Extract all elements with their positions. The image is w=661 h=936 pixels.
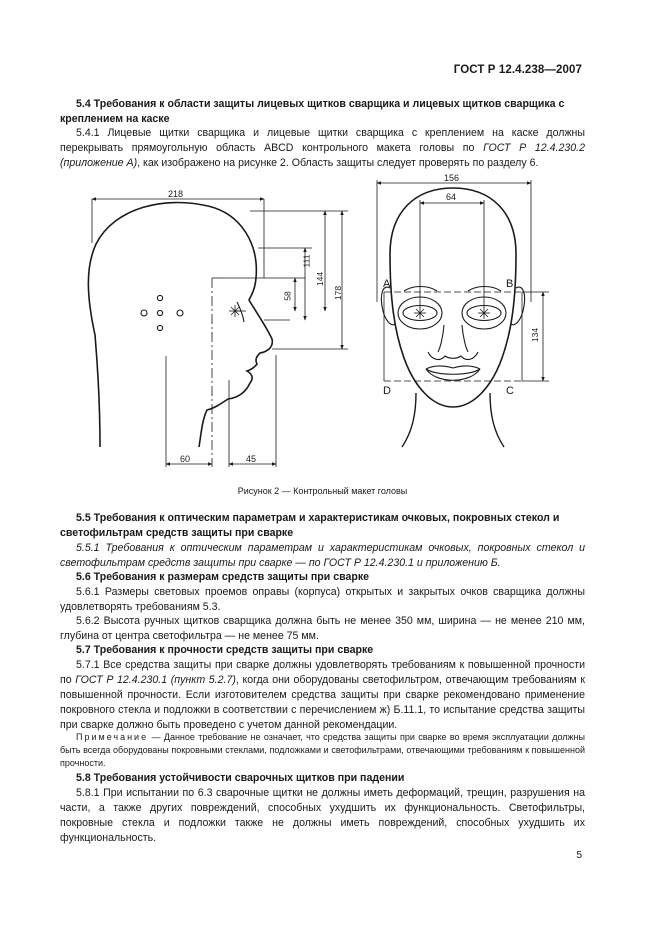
dimension-label-111: 111 [301, 254, 312, 268]
side-view-dimensions [92, 199, 348, 467]
dimension-label-156: 156 [444, 173, 460, 183]
paragraph-5-8-1: 5.8.1 При испытании по 6.3 сварочные щитки не должны иметь деформаций, трещин, разрушения на части, а также других повреждений, способных ухудшить их функциональность. Светофильтры, покровные стекла и подложки также не должны иметь повреждений, способных ухудшить их функциональность. [60, 787, 585, 844]
paragraph-text: 5.7.1 Все средства защиты при сварке должны удовлетворять требованиям к повышенной прочности по [60, 659, 585, 686]
paragraph-text: 5.4.1 Лицевые щитки сварщика и лицевые щитки сварщика с креплением на каске должны перекрывать прямоугольную область ABCD контрольного макета головы по [60, 127, 585, 154]
side-view-head [88, 202, 272, 447]
note-5-7 [60, 731, 585, 770]
corner-label-c: C [506, 385, 514, 397]
paragraph-5-6-2: 5.6.2 Высота ручных щитков сварщика должна быть не менее 350 мм, ширина — не менее 210 мм, глубина от центра светофильтра — не менее 75 мм. [60, 615, 585, 642]
note-label: Примечание [76, 732, 149, 742]
page-number: 5 [576, 850, 582, 861]
section-5-5-heading: 5.5 Требования к оптическим параметрам и характеристикам очковых, покровных стекол и светофильтрам средств защиты при сварке [60, 512, 560, 539]
section-5-4-heading: 5.4 Требования к области защиты лицевых щитков сварщика и лицевых щитков сварщика с креплением на каске [60, 98, 565, 125]
standard-reference: ГОСТ Р 12.4.230.1 (пункт 5.2.7) [75, 674, 236, 686]
dimension-label-45: 45 [246, 454, 257, 464]
paragraph-5-7-1 [60, 658, 585, 733]
paragraph-text: , как изображено на рисунке 2. Область защиты следует проверять по разделу 6. [137, 157, 539, 169]
paragraph-5-6-1: 5.6.1 Размеры световых проемов оправы (корпуса) открытых и закрытых очков сварщика должны удовлетворять требованиям 5.3. [60, 586, 585, 613]
section-5-8-heading: 5.8 Требования устойчивости сварочных щитков при падении [76, 772, 405, 784]
note-text: — Данное требование не означает, что средства защиты при сварке во время эксплуатации должны быть всегда оборудованы покровными стеклами, подложками и светофильтрами, отвечающими требованиям к повышенной прочности. [60, 732, 585, 768]
corner-label-a: A [383, 278, 391, 290]
section-5-7-heading: 5.7 Требования к прочности средств защиты при сварке [76, 644, 374, 656]
paragraph-5-5-1: 5.5.1 Требования к оптическим параметрам и характеристикам очковых, покровных стекол и светофильтрам средств защиты при сварке — по ГОСТ Р 12.4.230.1 и приложению Б. [60, 542, 585, 569]
dimension-label-144: 144 [315, 271, 326, 287]
corner-label-b: B [506, 278, 514, 290]
front-view-head [381, 188, 524, 447]
dimension-label-134: 134 [530, 327, 541, 343]
corner-label-d: D [383, 385, 391, 397]
paragraph-text: , когда они оборудованы светофильтром, отвечающим требованиям к повышенной прочности. Если изготовителем средства защиты при сварке рекомендовано применение покровного стекла и подложки в соответствии с перечислением ж) Б.11.1, то испытание средства защиты при сварке должно быть проведено с учетом данной рекомендации. [60, 674, 585, 731]
dimension-label-64: 64 [446, 192, 457, 202]
dimension-label-218: 218 [168, 189, 184, 199]
figure-caption: Рисунок 2 — Контрольный макет головы [237, 486, 408, 496]
dimension-label-178: 178 [333, 285, 344, 301]
front-view-eye-centers [414, 307, 490, 319]
dimension-label-60: 60 [180, 454, 191, 464]
standard-code-header: ГОСТ Р 12.4.238—2007 [453, 64, 582, 76]
section-5-6-heading: 5.6 Требования к размерам средств защиты при сварке [76, 571, 370, 583]
dimension-label-58: 58 [282, 291, 293, 301]
standard-reference: ГОСТ Р 12.4.230.2 (приложение А) [60, 142, 585, 169]
